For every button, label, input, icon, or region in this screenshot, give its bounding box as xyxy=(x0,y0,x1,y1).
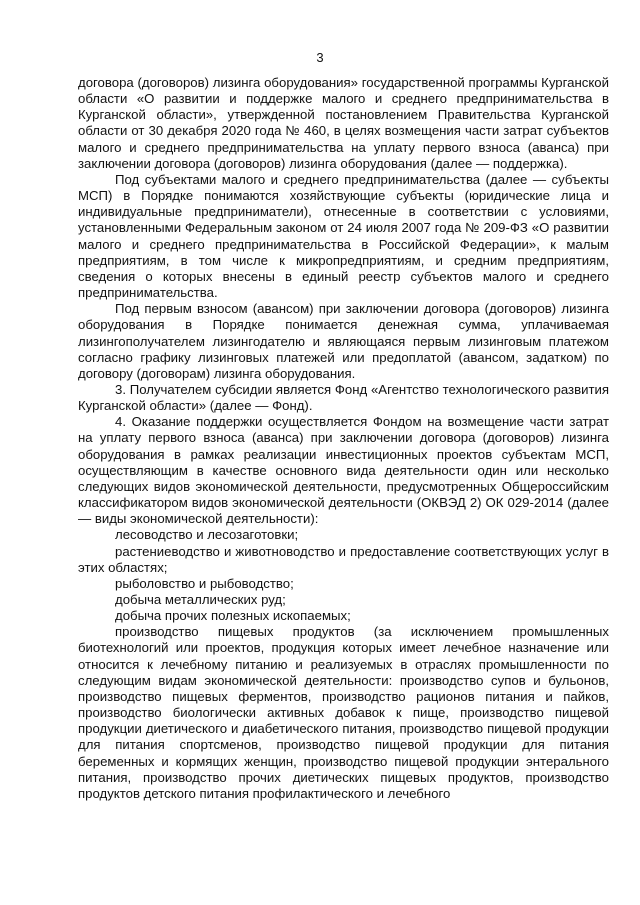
paragraph: договора (договоров) лизинга оборудования» государственной программы Курганской области «О развитии и поддержке малого и среднего предпринимательства в Курганской области», утвержденной постановлением Правительства Курганской области от 30 декабря 2020 года № 460, в целях возмещения части затрат субъектов малого и среднего предпринимательства на уплату первого взноса (аванса) при заключении договора (договоров) лизинга оборудования (далее — поддержка). xyxy=(78,75,609,171)
list-item: лесоводство и лесозаготовки; xyxy=(115,527,299,543)
list-item: растениеводство и животноводство и предоставление соответствующих услуг в этих областях; xyxy=(78,543,609,575)
list-item: добыча прочих полезных ископаемых; xyxy=(115,608,351,624)
list-item: производство пищевых продуктов (за исключением промышленных биотехнологий или проектов, продукция которых имеет лечебное назначение или относится к лечебному питанию и реализуемых в отраслях промышленности по следующим видам экономической деятельности: производство супов и бульонов, производство пищевых ферментов, производство рационов питания и пайков, производство биологически активных добавок к пище, производство пищевой продукции диетического и диабетического питания, производство пищевой продукции для питания спортсменов, производство пищевой продукции для питания беременных и кормящих женщин, производство пищевой продукции энтерального питания, производство прочих диетических пищевых продуктов, производство продуктов детского питания профилактического и лечебного xyxy=(78,624,609,801)
paragraph: 4. Оказание поддержки осуществляется Фондом на возмещение части затрат на уплату первого взноса (аванса) при заключении договора (договоров) лизинга оборудования в рамках реализации инвестиционных проектов субъектам МСП, осуществляющим в качестве основного вида деятельности один или несколько следующих видов экономической деятельности, предусмотренных Общероссийским классификатором видов экономической деятельности (ОКВЭД 2) ОК 029-2014 (далее — виды экономической деятельности): xyxy=(78,414,609,527)
document-body xyxy=(78,75,609,802)
paragraph: Под первым взносом (авансом) при заключении договора (договоров) лизинга оборудования в Порядке понимается денежная сумма, уплачиваемая лизингополучателем лизингодателю и являющаяся первым лизинговым платежом согласно графику лизинговых платежей или предоплатой (авансом, задатком) по договору (договорам) лизинга оборудования. xyxy=(78,301,609,381)
list-item: добыча металлических руд; xyxy=(115,592,286,607)
paragraph: Под субъектами малого и среднего предпринимательства (далее — субъекты МСП) в Порядке понимаются хозяйствующие субъекты (юридические лица и индивидуальные предприниматели), отнесенные в соответствии с условиями, установленными Федеральным законом от 24 июля 2007 года № 209-ФЗ «О развитии малого и среднего предпринимательства в Российской Федерации», к малым предприятиям, в том числе к микропредприятиям, и средним предприятиям, сведения о которых внесены в единый реестр субъектов малого и среднего предпринимательства. xyxy=(78,171,609,301)
list-item: рыболовство и рыбоводство; xyxy=(115,575,294,591)
page-number: 3 xyxy=(316,50,324,65)
paragraph: 3. Получателем субсидии является Фонд «Агентство технологического развития Курганской области» (далее — Фонд). xyxy=(78,381,609,414)
